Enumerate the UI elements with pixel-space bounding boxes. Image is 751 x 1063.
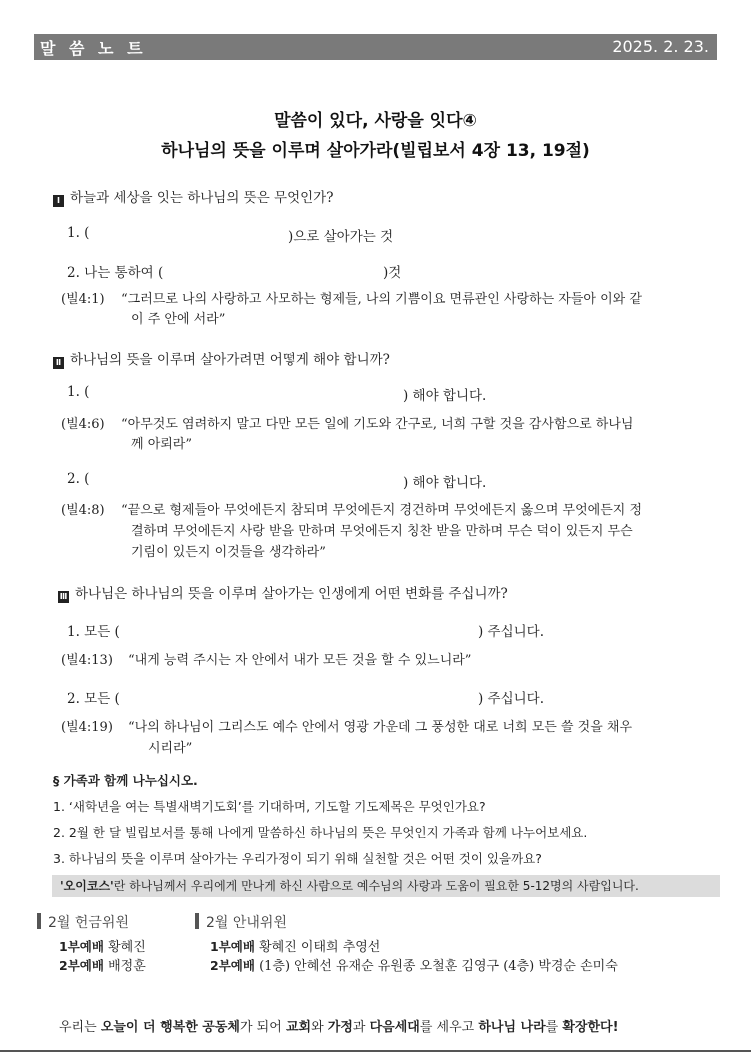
brand-title: 말 씀 노 트	[40, 39, 147, 58]
oikos-banner	[52, 875, 720, 897]
offering-row-2-label: 2부예배	[59, 958, 104, 973]
usher-row-2-label: 2부예배	[210, 958, 255, 973]
sermon-subtitle: 하나님의 뜻을 이루며 살아가라(빌립보서 4장 13, 19절)	[161, 141, 590, 161]
section-1-item-1-end: )으로 살아가는 것	[288, 229, 394, 245]
offering-heading-text: 2월 헌금위원	[48, 915, 129, 931]
sermon-title: 말씀이 있다, 사랑을 잇다④	[274, 111, 477, 131]
share-question-1: 1. ‘새학년을 여는 특별새벽기도회’를 기대하며, 기도할 기도제목은 무엇인가요?	[53, 799, 486, 814]
header-bar	[34, 34, 717, 60]
offering-row-2	[59, 955, 146, 974]
section-2-verse-2-ref: (빌4:8)	[61, 503, 105, 518]
section-3-item-1: 1. 모든 (	[67, 624, 120, 640]
section-2-heading-text: 하나님의 뜻을 이루며 살아가려면 어떻게 해야 합니까?	[70, 352, 390, 368]
offering-row-1-names: 황혜진	[108, 940, 146, 955]
section-3-verse-1-line-1: “내게 능력 주시는 자 안에서 내가 모든 것을 할 수 있느니라”	[128, 653, 472, 668]
offering-row-2-names: 배정훈	[108, 959, 146, 974]
section-2-item-1: 1. (	[67, 384, 90, 400]
section-1-verse-line-2: 이 주 안에 서라”	[131, 312, 226, 327]
share-question-3: 3. 하나님의 뜻을 이루며 살아가는 우리가정이 되기 위해 실천할 것은 어떤 것이 있을까요?	[53, 851, 542, 866]
bottom-divider	[0, 1050, 751, 1052]
usher-heading-text: 2월 안내위원	[206, 915, 287, 931]
offering-row-1-label: 1부예배	[59, 939, 104, 954]
motto-bold: 다음세대	[369, 1020, 420, 1035]
motto-part: 를 세우고	[419, 1020, 479, 1035]
share-title: § 가족과 함께 나누십시오.	[53, 773, 198, 788]
heading-bar-icon	[37, 913, 41, 929]
section-3-item-2: 2. 모든 (	[67, 691, 120, 707]
section-2-heading	[53, 348, 390, 369]
section-2-verse-2-line-3: 기림이 있든지 이것들을 생각하라”	[131, 545, 326, 560]
usher-row-1-names: 황혜진 이태희 추영선	[259, 940, 381, 955]
section-3-heading	[58, 582, 508, 603]
section-3-item-2-end: ) 주십니다.	[478, 691, 545, 707]
section-1-heading-text: 하늘과 세상을 잇는 하나님의 뜻은 무엇인가?	[70, 190, 334, 206]
roman-numeral-3: Ⅲ	[59, 592, 68, 601]
section-2-verse-2-line-2: 결하며 무엇에든지 사랑 받을 만하며 무엇에든지 칭찬 받을 만하며 무슨 덕이 있든지 무슨	[131, 524, 633, 539]
usher-row-2-names: (1층) 안혜선 유재순 유원종 오철훈 김영구 (4층) 박경순 손미숙	[259, 959, 618, 974]
motto-bold: 교회	[285, 1020, 312, 1035]
motto-part: 와	[311, 1020, 328, 1035]
section-2-verse-2-line-1: “끝으로 형제들아 무엇에든지 참되며 무엇에든지 경건하며 무엇에든지 옳으며 무엇에든지 정	[121, 503, 643, 518]
share-question-2: 2. 2월 한 달 빌립보서를 통해 나에게 말씀하신 하나님의 뜻은 무엇인지 가족과 함께 나누어보세요.	[53, 825, 588, 840]
offering-heading	[37, 912, 129, 932]
section-2-verse-1-line-1: “아무것도 염려하지 말고 다만 모든 일에 기도와 간구로, 너희 구할 것을 감사함으로 하나님	[121, 417, 634, 432]
section-1-verse-ref: (빌4:1)	[61, 292, 105, 307]
section-2-item-2-end: ) 해야 합니다.	[403, 475, 487, 491]
heading-bar-icon	[195, 913, 199, 929]
oikos-text: 란 하나님께서 우리에게 만나게 하신 사람으로 예수님의 사랑과 도움이 필요한 5-12명의 사람입니다.	[113, 879, 639, 893]
section-3-heading-text: 하나님은 하나님의 뜻을 이루며 살아가는 인생에게 어떤 변화를 주십니까?	[75, 586, 508, 602]
section-1-item-2-end: )것	[383, 265, 402, 281]
section-1-heading	[53, 186, 333, 207]
section-3-item-1-end: ) 주십니다.	[478, 624, 545, 640]
section-3-verse-2-ref: (빌4:19)	[61, 720, 113, 735]
usher-row-1	[210, 936, 380, 955]
section-2-item-2: 2. (	[67, 471, 90, 487]
oikos-term: '오이코스'	[60, 879, 114, 893]
section-2-verse-1-line-2: 께 아뢰라”	[131, 437, 193, 452]
motto-bold: 하나님 나라	[478, 1020, 546, 1035]
roman-numeral-1: Ⅰ	[53, 195, 64, 207]
section-3-verse-2-line-1: “나의 하나님이 그리스도 예수 안에서 영광 가운데 그 풍성한 대로 너희 모든 쓸 것을 채우	[128, 720, 633, 735]
section-1-verse-line-1: “그러므로 나의 사랑하고 사모하는 형제들, 나의 기쁨이요 면류관인 사랑하는 자들아 이와 같	[121, 292, 642, 307]
motto-part: 를	[545, 1020, 563, 1035]
church-motto	[59, 1016, 619, 1035]
usher-row-2	[210, 955, 618, 974]
usher-heading	[195, 912, 287, 932]
section-3-verse-2-line-2: 시리라”	[148, 741, 193, 756]
section-2-item-1-end: ) 해야 합니다.	[403, 388, 487, 404]
roman-numeral-2: Ⅱ	[53, 357, 64, 369]
section-1-item-2: 2. 나는 통하여 (	[67, 265, 164, 281]
motto-part: 과	[352, 1020, 370, 1035]
section-2-verse-1-ref: (빌4:6)	[61, 417, 105, 432]
motto-part: 가 되어	[239, 1020, 286, 1035]
motto-bold: 오늘이 더 행복한 공동체	[100, 1020, 240, 1035]
header-date: 2025. 2. 23.	[612, 37, 709, 56]
motto-bold: 가정	[327, 1020, 353, 1035]
motto-bold: 확장한다!	[562, 1020, 619, 1035]
section-1-item-1: 1. (	[67, 225, 90, 241]
offering-row-1	[59, 936, 146, 955]
section-3-verse-1-ref: (빌4:13)	[61, 653, 113, 668]
motto-part: 우리는	[59, 1020, 101, 1035]
usher-row-1-label: 1부예배	[210, 939, 255, 954]
